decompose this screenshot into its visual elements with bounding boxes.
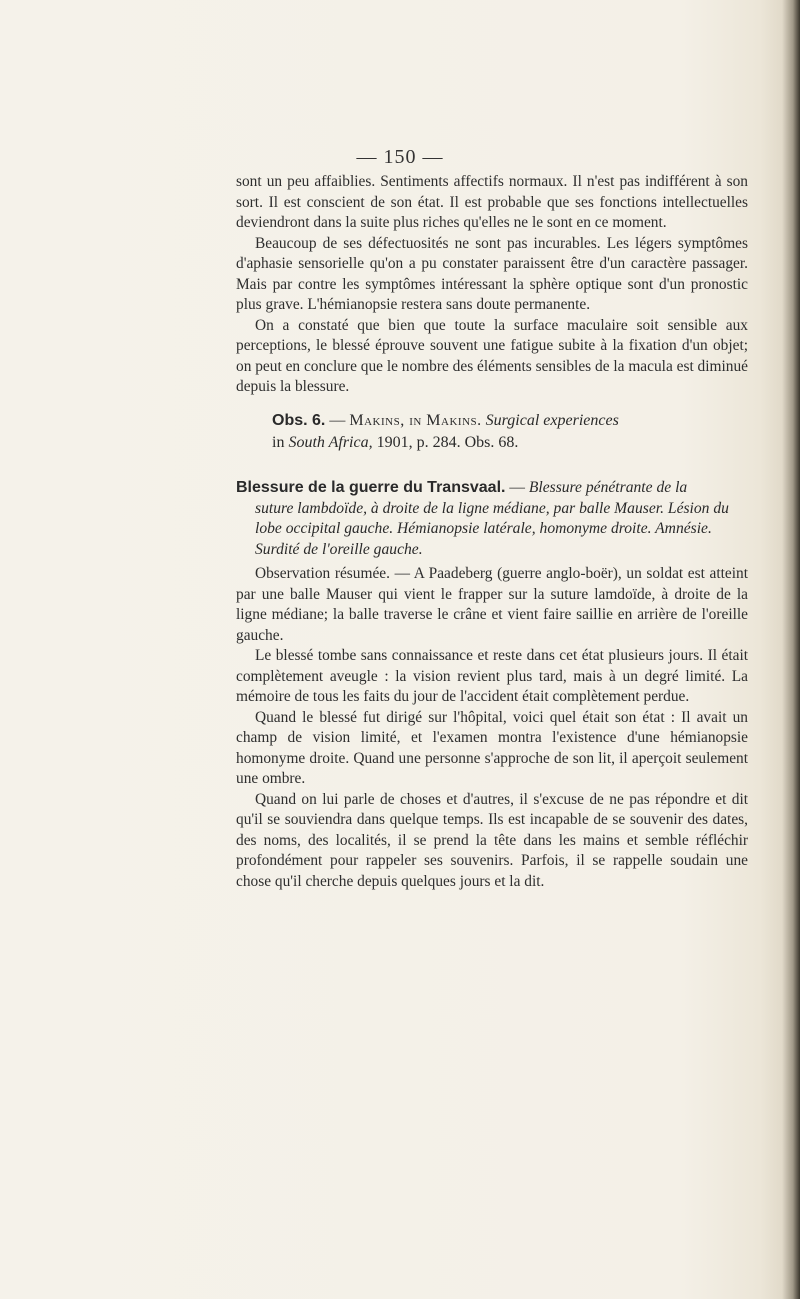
paragraph: Quand on lui parle de choses et d'autres, il s'excuse de ne pas répondre et dit qu'il se souviendra dans quelque temps. Ils est incapable de se souvenir des dates, des noms, des localités, il se prend la tête dans les mains et semble réfléchir profondément pour rappeler ses souvenirs. Parfois, il se rappelle soudain une chose qu'il cherche depuis quelques jours et la dit. [236, 790, 748, 890]
case-summary-start: Blessure pénétrante de la [528, 479, 688, 496]
observation-dash: — [325, 412, 350, 429]
page-number: — 150 — [356, 146, 444, 168]
paragraph: Quand le blessé fut dirigé sur l'hôpital, voici quel était son état : Il avait un champ de vision limité, et l'examen montra l'existence d'une hémianopsie homonyme droite. Quand une personne s'approche de son lit, il aperçoit seulement une ombre. [236, 708, 748, 787]
case-summary-continuation: suture lambdoïde, à droite de la ligne médiane, par balle Mauser. Lésion du lobe occipital gauche. Hémianopsie latérale, homonyme droite. Amnésie. Surdité de l'oreille gauche. [255, 499, 729, 558]
paragraph: Beaucoup de ses défectuosités ne sont pas incurables. Les légers symptômes d'aphasie sensorielle qu'on a pu constater paraissent être d'un caractère passager. Mais par contre les symptômes intéressant la sphère optique sont d'un pronostic plus grave. L'hémianopsie restera sans doute permanente. [236, 234, 748, 313]
paragraph: Observation résumée. — A Paadeberg (guerre anglo-boër), un soldat est atteint par une balle Mauser qui vient le frapper sur la suture lamdoïde, à droite de la ligne médiane; la balle traverse le crâne et vient faire saillie en arrière de l'oreille gauche. [236, 565, 748, 644]
continued-text-block [236, 172, 748, 398]
case-title: Blessure de la guerre du Transvaal. [236, 479, 506, 496]
paragraph: On a constaté que bien que toute la surface maculaire soit sensible aux perceptions, le blessé éprouve souvent une fatigue subite à la fixation d'un objet; on peut en conclure que le nombre des éléments sensibles de la macula est diminué depuis la blessure. [236, 316, 749, 395]
observation-book-title: Surgical experiences [485, 412, 619, 429]
observation-source-line [272, 432, 732, 454]
observation-in: in [272, 434, 285, 451]
observation-details: 1901, p. 284. Obs. 68. [376, 434, 519, 451]
observation-authors: Makins, in Makins. [349, 412, 482, 429]
observation-reference [272, 410, 732, 454]
observation-text-block [236, 564, 748, 892]
paragraph: Le blessé tombe sans connaissance et reste dans cet état plusieurs jours. Il était complètement aveugle : la vision revient plus tard, mais à un degré limité. La mémoire de tous les faits du jour de l'accident était complètement perdue. [236, 647, 748, 705]
case-dash: — [505, 479, 529, 496]
book-binding-edge [782, 0, 800, 1299]
observation-place: South Africa, [288, 434, 373, 451]
observation-label: Obs. 6. [272, 412, 326, 429]
paragraph: sont un peu affaiblies. Sentiments affectifs normaux. Il n'est pas indifférent à son sort. Il est conscient de son état. Il est probable que ses fonctions intellectuelles deviendront dans la suite plus riches qu'elles ne le sont en ce moment. [236, 173, 748, 231]
case-diagnosis-heading [236, 478, 748, 560]
